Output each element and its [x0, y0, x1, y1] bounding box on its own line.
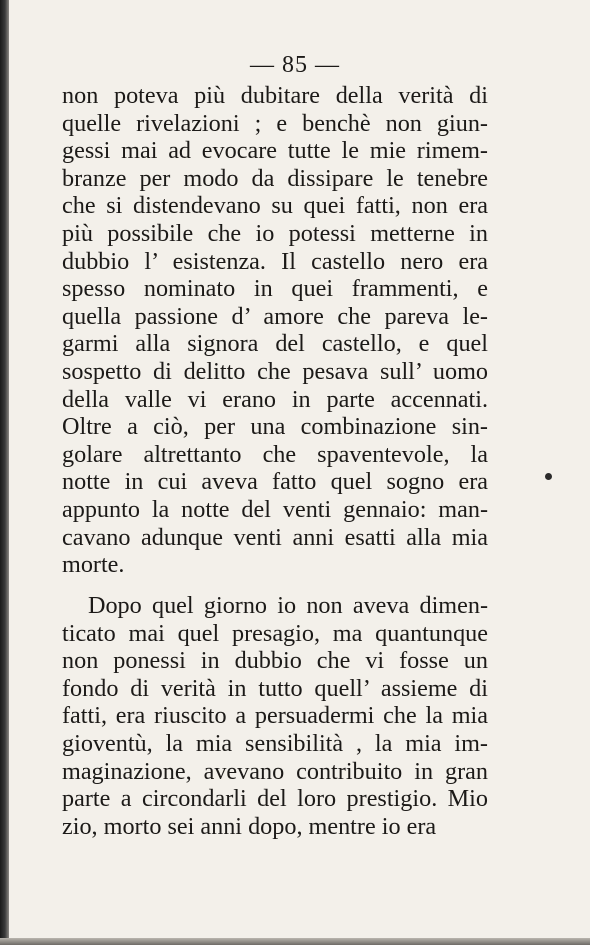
text-line: branze per modo da dissipare le tenebre — [62, 164, 488, 192]
text-line: quella passione d’ amore che pareva le- — [62, 302, 488, 330]
text-line: zio, morto sei anni dopo, mentre io era — [62, 812, 437, 840]
text-line: notte in cui aveva fatto quel sogno era — [62, 468, 488, 496]
text-line: più possibile che io potessi metterne in — [62, 219, 488, 247]
text-line: gioventù, la mia sensibilità , la mia im- — [62, 729, 488, 757]
text-line: non poteva più dubitare della verità di — [62, 82, 488, 109]
text-line: parte a circondarli del loro prestigio. Mio — [62, 785, 488, 813]
paragraph-2 — [62, 592, 488, 840]
page-number: — 85 — — [250, 52, 340, 78]
text-line: Oltre a ciò, per una combinazione sin- — [62, 413, 488, 441]
text-line: morte. — [62, 551, 125, 579]
text-line: fatti, era riuscito a persuadermi che la mia — [62, 702, 488, 730]
text-line: che si distendevano su quei fatti, non era — [62, 192, 488, 220]
text-line: cavano adunque venti anni esatti alla mia — [62, 523, 488, 551]
text-line: garmi alla signora del castello, e quel — [62, 330, 488, 358]
page-bottom-edge — [0, 938, 590, 945]
text-line: maginazione, avevano contribuito in gran — [62, 757, 488, 785]
text-line: ticato mai quel presagio, ma quantunque — [62, 619, 488, 647]
text-line: Dopo quel giorno io non aveva dimen- — [88, 592, 488, 619]
paragraph-1 — [62, 82, 488, 579]
text-line: appunto la notte del venti gennaio: man- — [62, 495, 488, 523]
text-line: quelle rivelazioni ; e benchè non giun- — [62, 109, 488, 137]
text-line: non ponessi in dubbio che vi fosse un — [62, 647, 488, 675]
text-line: golare altrettanto che spaventevole, la — [62, 440, 488, 468]
text-line: spesso nominato in quei frammenti, e — [62, 275, 488, 303]
text-line: della valle vi erano in parte accennati. — [62, 385, 488, 413]
text-line: gessi mai ad evocare tutte le mie rimem- — [62, 137, 488, 165]
text-line: fondo di verità in tutto quell’ assieme di — [62, 674, 488, 702]
book-spine-shadow — [0, 0, 9, 945]
text-line: dubbio l’ esistenza. Il castello nero era — [62, 247, 488, 275]
text-line: sospetto di delitto che pesava sull’ uomo — [62, 357, 488, 385]
ink-speck — [545, 473, 552, 480]
